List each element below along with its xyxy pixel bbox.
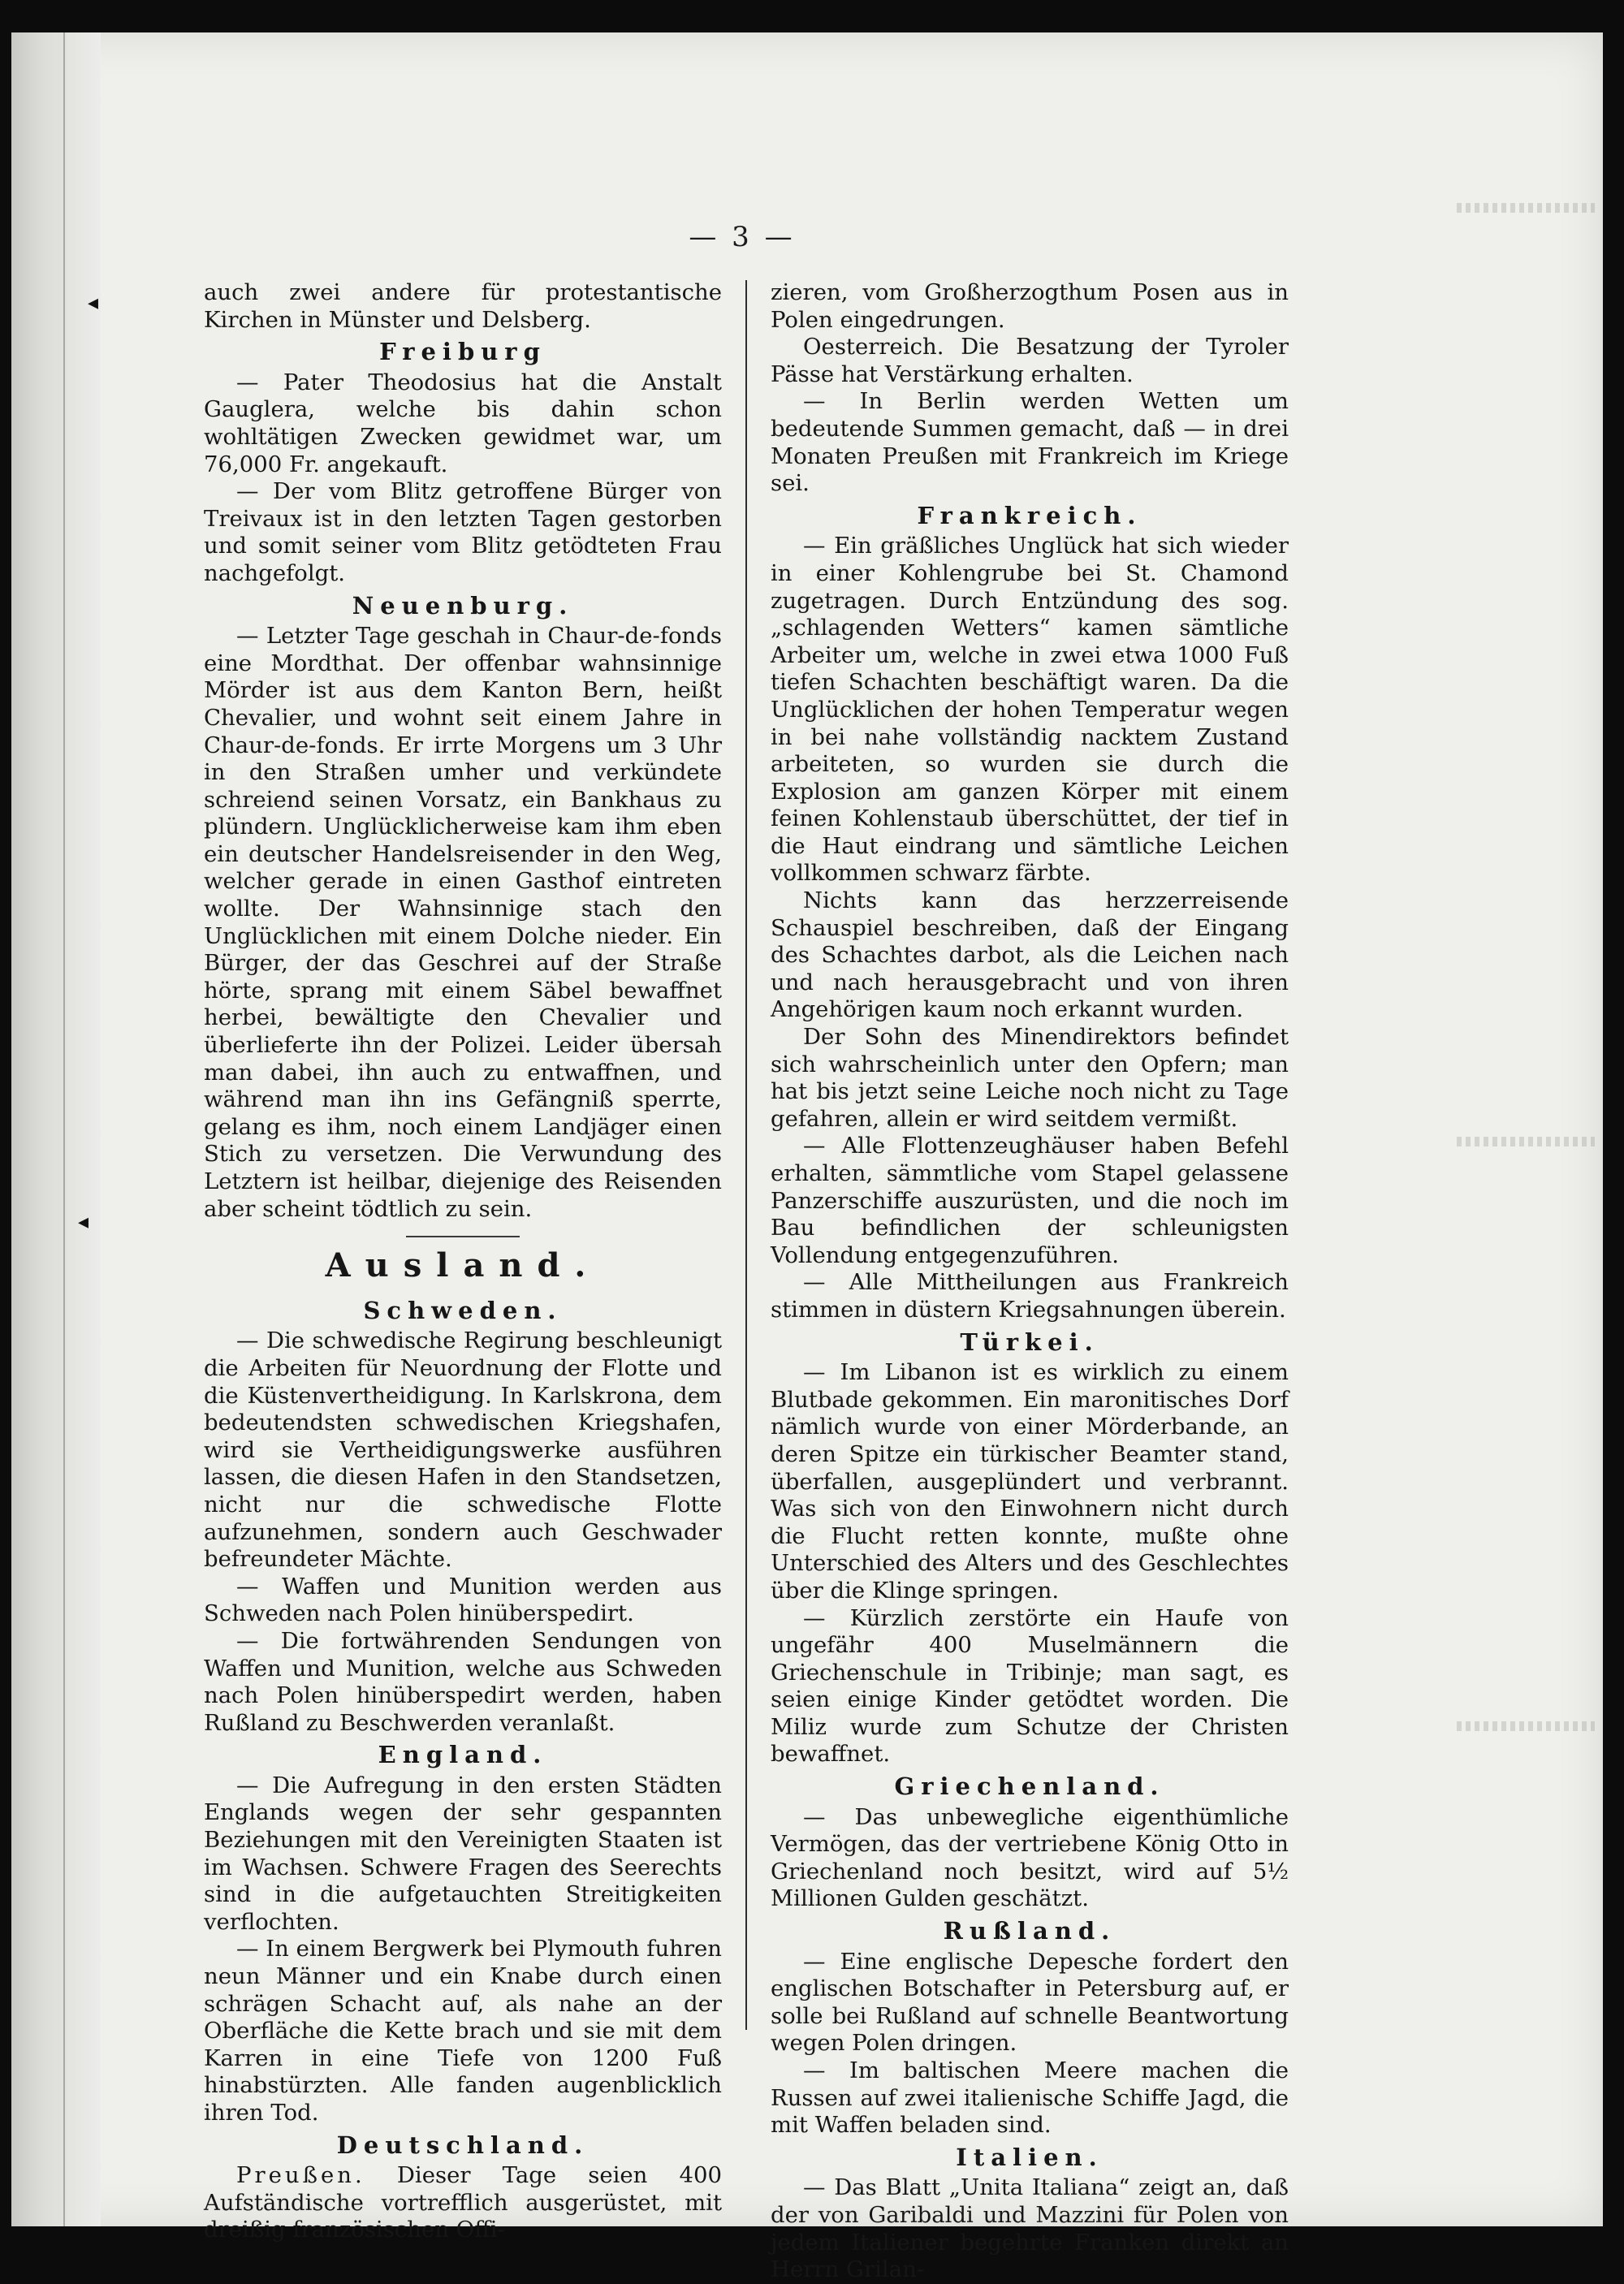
article-paragraph	[771, 334, 1289, 388]
article-text: Die Besatzung der Tyroler Pässe hat Verstärkung erhalten.	[771, 334, 1289, 387]
article-paragraph: — In Berlin werden Wetten um bedeutende Summen gemacht, daß — in drei Monaten Preußen mit Frankreich im Kriege sei.	[771, 388, 1289, 497]
section-heading-frankreich: Frankreich.	[917, 501, 1142, 529]
page-edge-line	[63, 32, 65, 2226]
section-heading-russland: Rußland.	[943, 1917, 1116, 1945]
section-heading-schweden: Schweden.	[363, 1296, 563, 1324]
article-paragraph	[204, 2162, 722, 2244]
section-heading-tuerkei: Türkei.	[960, 1328, 1099, 1356]
article-paragraph: — Letzter Tage geschah in Chaur-de-fonds eine Mordthat. Der offenbar wahnsinnige Mörder ist aus dem Kanton Bern, heißt Chevalier, und wohnt seit einem Jahre in Chaur-de-fonds. Er irrte Morgens um 3 Uhr in den Straßen umher und verkündete schreiend seinen Vorsatz, ein Bankhaus zu plündern. Unglücklicherweise kam ihm eben ein deutscher Handelsreisender in den Weg, welcher gerade in einen Gasthof eintreten wollte. Der Wahnsinnige stach den Unglücklichen mit einem Dolche nieder. Ein Bürger, der das Geschrei auf der Straße hörte, sprang mit einem Säbel bewaffnet herbei, bewältigte den Chevalier und überlieferte ihn der Polizei. Leider übersah man dabei, ihn auch zu entwaffnen, und während man ihn ins Gefängniß sperrte, gelang es ihm, noch einem Landjäger einen Stich zu versetzen. Die Verwundung des Letztern ist heilbar, diejenige des Reisenden aber scheint tödtlich zu sein.	[204, 623, 722, 1222]
article-paragraph: Der Sohn des Minendirektors befindet sich wahrscheinlich unter den Opfern; man hat bis jetzt seine Leiche noch nicht zu Tage gefahren, allein er wird seitdem vermißt.	[771, 1024, 1289, 1132]
right-column	[771, 279, 1289, 2284]
bleed-through-mark	[1457, 1721, 1595, 1731]
page-number: — 3 —	[689, 221, 796, 253]
binding-shadow	[11, 32, 101, 2226]
column-divider	[745, 280, 747, 2030]
article-paragraph: — Alle Mittheilungen aus Frankreich stimmen in düstern Kriegsahnungen überein.	[771, 1269, 1289, 1323]
article-paragraph: — Der vom Blitz getroffene Bürger von Treivaux ist in den letzten Tagen gestorben und somit seiner vom Blitz getödteten Frau nachgefolgt.	[204, 478, 722, 586]
newspaper-page	[11, 32, 1603, 2283]
article-paragraph: — Pater Theodosius hat die Anstalt Gauglera, welche bis dahin schon wohltätigen Zwecken gewidmet war, um 76,000 Fr. angekauft.	[204, 369, 722, 477]
left-column	[204, 279, 722, 2244]
bleed-through-mark	[1457, 1137, 1595, 1146]
section-heading-ausland: Ausland.	[325, 1246, 601, 1285]
article-paragraph: — Das Blatt „Unita Italiana“ zeigt an, daß der von Garibaldi und Mazzini für Polen von jedem Italiener begehrte Franken direkt an Herrn Grilan-	[771, 2174, 1289, 2283]
article-paragraph: — Im Libanon ist es wirklich zu einem Blutbade gekommen. Ein maronitisches Dorf nämlich wurde von einer Mörderbande, an deren Spitze ein türkischer Beamter stand, überfallen, ausgeplündert und verbrannt. Was sich von den Einwohnern nicht durch die Flucht retten konnte, mußte ohne Unterschied des Alters und des Geschlechtes über die Klinge springen.	[771, 1359, 1289, 1604]
section-divider	[406, 1236, 520, 1237]
article-paragraph: — Ein gräßliches Unglück hat sich wieder in einer Kohlengrube bei St. Chamond zugetragen. Durch Entzündung des sog. „schlagenden Wetters“ kamen sämtliche Arbeiter um, welche in zwei etwa 1000 Fuß tiefen Schachten beschäftigt waren. Da die Unglücklichen der hohen Temperatur wegen in bei nahe vollständig nacktem Zustand arbeiteten, so wurden sie durch die Explosion am ganzen Körper mit einem feinen Kohlenstaub überschüttet, der tief in die Haut eindrang und sämtliche Leichen vollkommen schwarz färbte.	[771, 533, 1289, 887]
article-paragraph: — Kürzlich zerstörte ein Haufe von ungefähr 400 Muselmännern die Griechenschule in Tribinje; man sagt, es seien einige Kinder getödtet worden. Die Miliz wurde zum Schutze der Christen bewaffnet.	[771, 1604, 1289, 1768]
article-paragraph: — Die fortwährenden Sendungen von Waffen und Munition, welche aus Schweden nach Polen hinüberspedirt werden, haben Rußland zu Beschwerden veranlaßt.	[204, 1627, 722, 1736]
lead-word: Oesterreich.	[803, 334, 944, 361]
article-paragraph: — In einem Bergwerk bei Plymouth fuhren neun Männer und ein Knabe durch einen schrägen Schacht auf, als nahe an der Oberfläche die Kette brach und sie mit dem Karren in eine Tiefe von 1200 Fuß hinabstürzten. Alle fanden augenblicklich ihren Tod.	[204, 1936, 722, 2126]
article-paragraph: — Im baltischen Meere machen die Russen auf zwei italienische Schiffe Jagd, die mit Waffen beladen sind.	[771, 2057, 1289, 2139]
article-paragraph: — Waffen und Munition werden aus Schweden nach Polen hinüberspedirt.	[204, 1573, 722, 1627]
section-heading-freiburg: Freiburg	[379, 338, 546, 366]
bleed-through-mark	[1457, 203, 1595, 213]
section-heading-neuenburg: Neuenburg.	[352, 591, 574, 620]
continued-paragraph: zieren, vom Großherzogthum Posen aus in Polen eingedrungen.	[771, 279, 1289, 333]
section-heading-italien: Italien.	[956, 2143, 1104, 2171]
continued-paragraph: auch zwei andere für protestantische Kirchen in Münster und Delsberg.	[204, 279, 722, 333]
article-text: Dieser Tage seien 400 Aufständische vortrefflich ausgerüstet, mit dreißig französischen Offi-	[204, 2162, 722, 2243]
section-heading-griechenland: Griechenland.	[894, 1772, 1165, 1801]
ink-spot: ◂	[78, 1210, 89, 1234]
article-paragraph: — Eine englische Depesche fordert den englischen Botschafter in Petersburg auf, er solle bei Rußland auf schnelle Beantwortung wegen Polen dringen.	[771, 1948, 1289, 2057]
ink-spot: ◂	[88, 291, 99, 315]
article-paragraph: — Das unbewegliche eigenthümliche Vermögen, das der vertriebene König Otto in Griechenland noch besitzt, wird auf 5½ Millionen Gulden geschätzt.	[771, 1803, 1289, 1912]
article-paragraph: — Die schwedische Regirung beschleunigt die Arbeiten für Neuordnung der Flotte und die Küstenvertheidigung. In Karlskrona, dem bedeutendsten schwedischen Kriegshafen, wird sie Vertheidigungswerke ausführen lassen, die diesen Hafen in den Standsetzen, nicht nur die schwedische Flotte aufzunehmen, sondern auch Geschwader befreundeter Mächte.	[204, 1328, 722, 1573]
article-paragraph: — Alle Flottenzeughäuser haben Befehl erhalten, sämmtliche vom Stapel gelassene Panzerschiffe auszurüsten, und die noch im Bau befindlichen der schleunigsten Vollendung entgegenzuführen.	[771, 1133, 1289, 1268]
section-heading-england: England.	[378, 1741, 548, 1769]
section-heading-deutschland: Deutschland.	[336, 2131, 590, 2159]
article-paragraph: — Die Aufregung in den ersten Städten Englands wegen der sehr gespannten Beziehungen mit den Vereinigten Staaten ist im Wachsen. Schwere Fragen des Seerechts sind in die aufgetauchten Streitigkeiten verflochten.	[204, 1772, 722, 1935]
article-paragraph: Nichts kann das herzzerreisende Schauspiel beschreiben, daß der Eingang des Schachtes darbot, als die Leichen nach und nach herausgebracht und von ihren Angehörigen kaum noch erkannt wurden.	[771, 887, 1289, 1023]
lead-word: Preußen.	[236, 2162, 365, 2189]
